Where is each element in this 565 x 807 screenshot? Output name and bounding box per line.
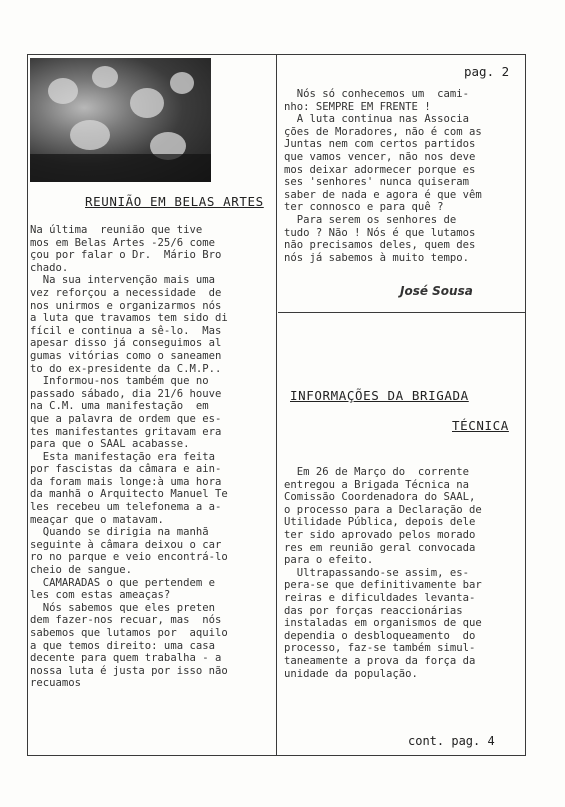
text-line: saber de nada e agora é que vêm bbox=[284, 188, 482, 201]
text-line: Nós sabemos que eles preten bbox=[30, 601, 215, 614]
text-line: a que temos direito: uma casa bbox=[30, 639, 215, 652]
text-line: apesar disso já conseguimos al bbox=[30, 337, 222, 350]
text-line: por fascistas da câmara e ain- bbox=[30, 463, 222, 476]
text-line: sabemos que lutamos por aquilo bbox=[30, 627, 228, 639]
text-line: les com estas ameaças? bbox=[30, 589, 171, 602]
text-line: ro no parque e veio encontrá-lo bbox=[30, 551, 228, 564]
text-line: ses 'senhores' nunca quiseram bbox=[284, 176, 469, 189]
text-line: que vamos vencer, não nos deve bbox=[284, 150, 476, 163]
text-line: para que o SAAL acabasse. bbox=[30, 438, 190, 451]
article-body-belas-artes bbox=[30, 224, 228, 690]
page-number: pag. 2 bbox=[464, 64, 510, 79]
text-line: nos unirmos e organizarmos nós bbox=[30, 299, 222, 312]
text-line: seguinte à câmara deixou o car bbox=[30, 538, 222, 551]
text-line: meaçar que o matavam. bbox=[30, 513, 164, 526]
text-line: tudo ? Não ! Nós é que lutamos bbox=[284, 226, 476, 239]
text-line: das por forças reaccionárias bbox=[284, 604, 463, 617]
text-line: CAMARADAS o que pertendem e bbox=[30, 576, 215, 589]
text-line: vez reforçou a necessidade de bbox=[30, 286, 222, 299]
continuation-note: cont. pag. 4 bbox=[408, 734, 495, 748]
text-line: gumas vitórias como o saneamen bbox=[30, 349, 222, 362]
text-line: taneamente a prova da força da bbox=[284, 654, 476, 667]
author-signature: José Sousa bbox=[400, 284, 473, 298]
text-line: Utilidade Pública, depois dele bbox=[284, 516, 476, 529]
text-line: chado. bbox=[30, 261, 69, 274]
text-line: cheio de sangue. bbox=[30, 564, 133, 577]
text-line: dem fazer-nos recuar, mas nós bbox=[30, 614, 222, 627]
text-line: que a palavra de ordem que es- bbox=[30, 412, 222, 425]
text-line: na C.M. uma manifestação em bbox=[30, 400, 209, 413]
text-line: recuamos bbox=[30, 677, 82, 690]
article-title-informacoes: INFORMAÇÕES DA BRIGADA bbox=[290, 388, 469, 403]
article-body-informacoes bbox=[284, 466, 482, 680]
meeting-photo bbox=[30, 58, 211, 182]
text-line: pera-se que definitivamente bar bbox=[284, 579, 482, 592]
text-line: não precisamos deles, quem des bbox=[284, 239, 476, 252]
text-line: Para serem os senhores de bbox=[284, 213, 457, 226]
text-line: dependia o desbloqueamento do bbox=[284, 629, 476, 642]
text-line: ter connosco e para quê ? bbox=[284, 201, 444, 214]
text-line: instaladas em organismos de que bbox=[284, 617, 482, 630]
text-line: fícil e continua a sê-lo. Mas bbox=[30, 324, 222, 337]
text-line: mos em Belas Artes -25/6 come bbox=[30, 236, 215, 249]
text-line: Ultrapassando-se assim, es- bbox=[284, 566, 469, 579]
text-line: mos deixar adormecer porque es bbox=[284, 163, 476, 176]
text-line: to do ex-presidente da C.M.P.. bbox=[30, 362, 222, 375]
text-line: da manhã o Arquitecto Manuel Te bbox=[30, 488, 228, 501]
text-line: A luta continua nas Associa bbox=[284, 113, 469, 126]
text-line: Em 26 de Março do corrente bbox=[284, 466, 469, 478]
text-line: para o efeito. bbox=[284, 554, 374, 567]
text-line: entregou a Brigada Técnica na bbox=[284, 478, 469, 491]
text-line: Comissão Coordenadora do SAAL, bbox=[284, 491, 476, 504]
text-line: ter sido aprovado pelos morado bbox=[284, 528, 476, 541]
text-line: çou por falar o Dr. Mário Bro bbox=[30, 249, 222, 262]
text-line: Juntas nem com certos partidos bbox=[284, 138, 476, 151]
text-line: reiras e dificuldades levanta- bbox=[284, 591, 476, 604]
text-line: ções de Moradores, não é com as bbox=[284, 125, 482, 138]
text-line: da foram mais longe:à uma hora bbox=[30, 475, 222, 488]
article-title-belas-artes: REUNIÃO EM BELAS ARTES bbox=[85, 194, 264, 209]
text-line: Quando se dirigia na manhã bbox=[30, 526, 209, 539]
text-line: unidade da população. bbox=[284, 667, 418, 680]
text-line: passado sábado, dia 21/6 houve bbox=[30, 387, 222, 400]
text-line: Esta manifestação era feita bbox=[30, 450, 215, 463]
text-line: les recebeu um telefonema a a- bbox=[30, 501, 222, 514]
column-divider bbox=[276, 54, 277, 756]
text-line: Na sua intervenção mais uma bbox=[30, 274, 215, 287]
text-line: nós já sabemos à muito tempo. bbox=[284, 251, 469, 264]
article-title-tecnica: TÉCNICA bbox=[452, 418, 509, 433]
text-line: o processo para a Declaração de bbox=[284, 503, 482, 516]
text-line: tes manifestantes gritavam era bbox=[30, 425, 222, 438]
text-line: a luta que travamos tem sido di bbox=[30, 312, 228, 325]
text-line: Nós só conhecemos um cami- bbox=[284, 88, 469, 100]
article-body-sempre-em-frente bbox=[284, 88, 482, 264]
text-line: nho: SEMPRE EM FRENTE ! bbox=[284, 100, 431, 113]
section-divider bbox=[278, 312, 525, 313]
text-line: decente para quem trabalha - a bbox=[30, 652, 222, 665]
text-line: processo, faz-se também simul- bbox=[284, 642, 476, 655]
text-line: nossa luta é justa por isso não bbox=[30, 664, 228, 677]
text-line: Informou-nos também que no bbox=[30, 375, 209, 388]
text-line: Na última reunião que tive bbox=[30, 224, 203, 236]
text-line: res em reunião geral convocada bbox=[284, 541, 476, 554]
